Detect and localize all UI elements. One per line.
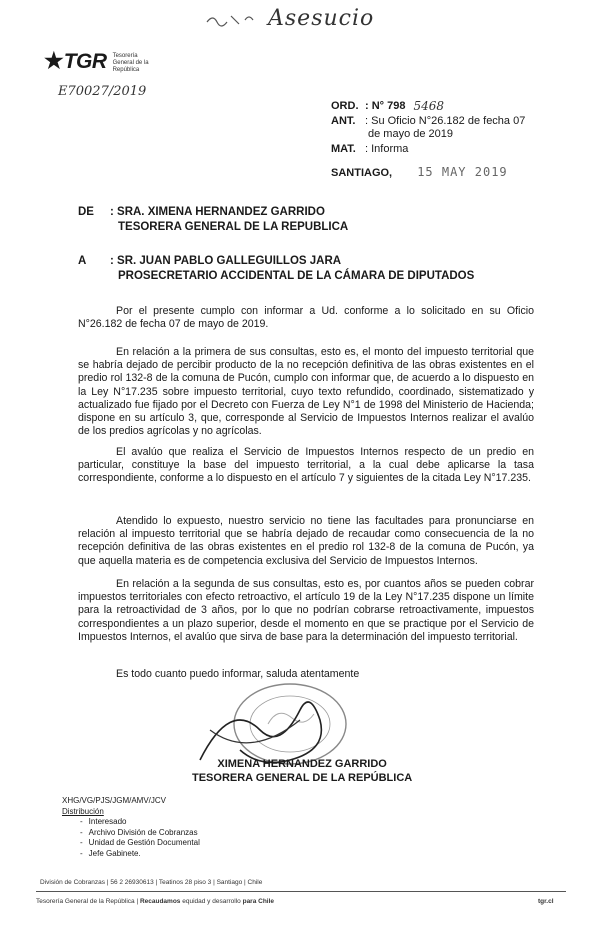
footer-address: División de Cobranzas | 56 2 26930613 | Teatinos 28 piso 3 | Santiago | Chile — [40, 879, 263, 886]
closing-line: Es todo cuanto puedo informar, saluda atentamente — [116, 668, 360, 680]
from-name: : SRA. XIMENA HERNANDEZ GARRIDO — [110, 206, 325, 218]
to-block — [110, 254, 474, 284]
star-icon: ★ — [44, 48, 64, 73]
signer-name: XIMENA HERNANDEZ GARRIDO — [217, 758, 387, 770]
list-item: - Archivo División de Cobranzas — [80, 827, 198, 837]
distribution-label: Distribución — [62, 806, 104, 816]
logo-line-2: General de la — [112, 60, 149, 66]
place-label: SANTIAGO, — [331, 167, 393, 179]
list-item: - Interesado — [80, 817, 127, 826]
paragraph-4: Atendido lo expuesto, nuestro servicio no tiene las facultades para pronunciarse en relación al impuesto territorial que se habría dejado de recaudar como consecuencia de la no recepción definitiva de las obras existentes en el predio rol 132-8 de la comuna de Pucón, ya que aquella materia es de competencia exclusiva del Servicio de Impuestos Internos. — [78, 515, 534, 567]
place-date-line — [331, 166, 508, 180]
to-label: A — [78, 255, 87, 267]
ord-label: ORD. — [331, 100, 359, 112]
from-label: DE — [78, 206, 94, 218]
ord-value: : N° 798 — [365, 100, 406, 112]
paragraph-3: El avalúo que realiza el Servicio de Impuestos Internos respecto de un predio en particular, constituye la base del impuesto territorial, a la cual debe aplicarse la tasa correspondiente, conforme a lo dispuesto en el artículo 7 y siguientes de la citada Ley N°17.235. — [78, 446, 534, 485]
footer-site: tgr.cl — [538, 898, 554, 905]
logo-line-1: Tesorería — [112, 53, 138, 59]
ant-value-2: de mayo de 2019 — [368, 128, 454, 140]
ant-value-1: : Su Oficio N°26.182 de fecha 07 — [365, 115, 526, 127]
footer-divider — [36, 891, 566, 892]
to-title: PROSECRETARIO ACCIDENTAL DE LA CÁMARA DE DIPUTADOS — [118, 270, 475, 282]
signer-title: TESORERA GENERAL DE LA REPÚBLICA — [192, 772, 413, 784]
from-block — [110, 205, 348, 235]
logo-line-3: República — [112, 67, 140, 73]
date-stamp: 15 MAY 2019 — [417, 165, 508, 179]
logo-mark: TGR — [63, 50, 107, 73]
ord-handwritten-number: 5468 — [413, 99, 445, 113]
signer-block — [192, 757, 412, 785]
paragraph-2: En relación a la primera de sus consultas, esto es, el monto del impuesto territorial que se habría dejado de percibir producto de la no recepción definitiva de las obras existentes en el predio rol 132-8 de la comuna de Pucón, cumplo con informar que, de acuerdo a lo dispuesto en la Ley N°17.235 sobre impuesto territorial, cuyo texto refundido, coordinado, sistematizado y actualizado fue fijado por el Decreto con Fuerza de Ley N°1 de 1998 del Ministerio de Hacienda; dispone en su artículo 3, que, corresponde al Servicio de Impuestos Internos realizar el avalúo de los predios agrícolas y no agrícolas. — [78, 346, 534, 438]
paragraph-5: En relación a la segunda de sus consultas, esto es, por cuantos años se pueden cobrar impuestos territoriales con efecto retroactivo, el artículo 19 de la Ley N°17.235 dispone un límite para la retroactividad de 3 años, por lo que no podrían cobrarse retroactivamente, impuestos correspondientes a un plazo superior, desde el momento en que se practique por el Servicio de Impuestos Internos, el avalúo que sirva de base para la determinación del impuesto territorial. — [78, 578, 534, 643]
to-name: : SR. JUAN PABLO GALLEGUILLOS JARA — [110, 255, 342, 267]
top-handwritten-annotation: Asesucio — [268, 6, 375, 31]
paragraph-1: Por el presente cumplo con informar a Ud. conforme a lo solicitado en su Oficio N°26.182 de fecha 07 de mayo de 2019. — [78, 305, 534, 331]
distribution-list — [62, 817, 200, 859]
tgr-logo — [44, 50, 149, 74]
from-title: TESORERA GENERAL DE LA REPUBLICA — [118, 221, 349, 233]
list-item: - Unidad de Gestión Documental — [80, 838, 200, 847]
list-item: - Jefe Gabinete. — [80, 848, 141, 858]
scribble-mark — [205, 10, 265, 30]
mat-label: MAT. — [331, 143, 356, 155]
mat-value: : Informa — [365, 143, 409, 155]
ant-label: ANT. — [331, 115, 356, 127]
handwritten-code: E70027/2019 — [58, 84, 147, 99]
initials: XHG/VG/PJS/JGM/AMV/JCV — [62, 796, 167, 805]
distribution-block — [62, 796, 200, 859]
footer-tagline: Tesorería General de la República | Recaudamos equidad y desarrollo para Chile — [36, 898, 275, 905]
reference-block — [331, 100, 571, 156]
